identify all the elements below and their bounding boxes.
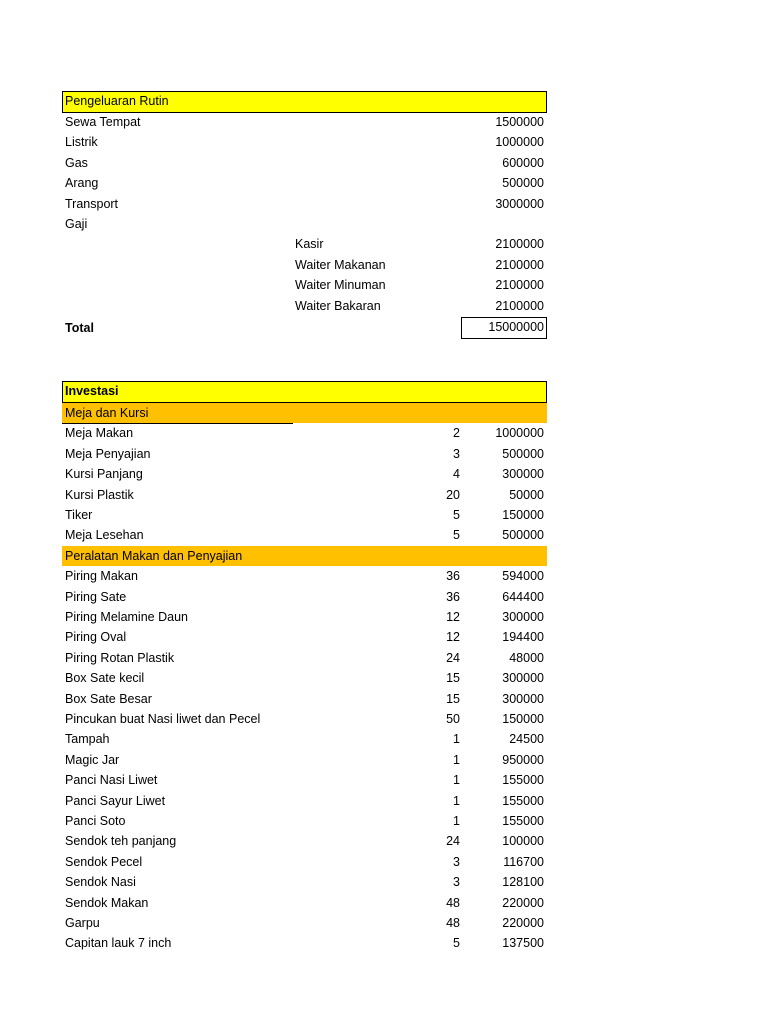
table-row [0, 566, 768, 586]
item-value: 644400 [502, 589, 544, 604]
item-label: Piring Makan [65, 569, 138, 584]
table-row [0, 275, 768, 295]
item-value: 116700 [503, 854, 544, 869]
item-qty: 2 [453, 426, 460, 441]
table-row [0, 689, 768, 709]
table-row [0, 423, 768, 443]
item-value: 500000 [502, 446, 544, 461]
item-label: Kursi Plastik [65, 487, 134, 502]
item-label: Magic Jar [65, 752, 120, 767]
item-value: 3000000 [495, 196, 544, 211]
item-value: 128100 [502, 875, 544, 890]
item-qty: 3 [453, 875, 460, 890]
item-label: Tampah [65, 732, 110, 747]
item-qty: 15 [446, 671, 460, 686]
item-label: Sendok Pecel [65, 854, 143, 869]
item-qty: 36 [446, 569, 460, 584]
table-row [0, 770, 768, 790]
item-value: 220000 [502, 895, 544, 910]
item-value: 2100000 [495, 257, 544, 272]
item-qty: 48 [446, 895, 460, 910]
table-row [0, 607, 768, 627]
item-label: Sendok Nasi [65, 875, 136, 890]
item-sub-label: Waiter Makanan [295, 257, 386, 272]
item-label: Pincukan buat Nasi liwet dan Pecel [65, 712, 261, 726]
item-sub-label: Waiter Bakaran [295, 298, 381, 313]
item-value: 1000000 [495, 135, 544, 150]
item-qty: 12 [446, 610, 460, 624]
table-row [0, 296, 768, 316]
item-value: 1000000 [495, 426, 544, 441]
item-label: Piring Melamine Daun [65, 610, 188, 624]
item-label: Tiker [65, 508, 93, 522]
table-row [0, 587, 768, 607]
total-value-cell: 15000000 [461, 317, 547, 339]
table-row [0, 668, 768, 688]
item-qty: 24 [446, 834, 460, 849]
item-label: Arang [65, 176, 99, 191]
item-value: 150000 [502, 712, 544, 726]
item-qty: 48 [446, 916, 460, 930]
item-value: 220000 [502, 916, 544, 930]
table-row [0, 485, 768, 505]
table-row [0, 933, 768, 953]
item-value: 500000 [502, 176, 544, 191]
table-row [0, 750, 768, 770]
table-row [0, 648, 768, 668]
item-label: Kursi Panjang [65, 467, 143, 482]
item-value: 300000 [502, 691, 544, 706]
item-label: Garpu [65, 916, 100, 930]
item-label: Sewa Tempat [65, 115, 141, 129]
table-row [0, 831, 768, 851]
item-value: 137500 [502, 936, 544, 951]
item-value: 2100000 [495, 278, 544, 293]
item-qty: 50 [446, 712, 460, 726]
cell-border-line [62, 423, 293, 424]
item-qty: 1 [453, 814, 460, 828]
item-label: Piring Sate [65, 589, 127, 604]
table-row [0, 852, 768, 872]
table-row [0, 255, 768, 275]
item-value: 100000 [502, 834, 544, 849]
item-label: Gaji [65, 217, 88, 231]
item-label: Panci Sayur Liwet [65, 793, 166, 808]
item-value: 155000 [502, 773, 544, 788]
item-qty: 1 [453, 732, 460, 747]
item-value: 600000 [502, 155, 544, 170]
item-value: 2100000 [495, 298, 544, 313]
item-value: 155000 [502, 814, 544, 828]
table-row [0, 729, 768, 749]
table-row [0, 505, 768, 525]
item-qty: 3 [453, 446, 460, 461]
item-qty: 1 [453, 773, 460, 788]
table-row [0, 872, 768, 892]
item-label: Box Sate Besar [65, 691, 152, 706]
item-value: 155000 [502, 793, 544, 808]
item-qty: 4 [453, 467, 460, 482]
item-qty: 1 [453, 793, 460, 808]
item-value: 950000 [502, 752, 544, 767]
table-row [0, 112, 768, 132]
item-value: 500000 [502, 528, 544, 543]
item-value: 24500 [509, 732, 544, 747]
table-row [0, 444, 768, 464]
table-row [0, 234, 768, 254]
item-value: 150000 [502, 508, 544, 522]
item-qty: 5 [453, 936, 460, 951]
section-header-pengeluaran-rutin: Pengeluaran Rutin [62, 91, 547, 113]
category-label: Peralatan Makan dan Penyajian [65, 548, 243, 563]
item-value: 2100000 [495, 237, 544, 252]
item-label: Capitan lauk 7 inch [65, 936, 172, 951]
table-row [0, 893, 768, 913]
item-label: Meja Lesehan [65, 528, 144, 543]
item-value: 300000 [502, 610, 544, 624]
total-label: Total [65, 321, 94, 335]
table-row [0, 709, 768, 729]
table-row [0, 132, 768, 152]
item-label: Piring Rotan Plastik [65, 650, 175, 665]
table-row [0, 153, 768, 173]
item-label: Piring Oval [65, 630, 127, 645]
item-qty: 3 [453, 854, 460, 869]
item-qty: 1 [453, 752, 460, 767]
item-label: Box Sate kecil [65, 671, 145, 686]
item-label: Meja Makan [65, 426, 134, 441]
table-row [0, 214, 768, 234]
table-row [0, 173, 768, 193]
table-row [0, 525, 768, 545]
item-label: Listrik [65, 135, 98, 150]
item-qty: 24 [446, 650, 460, 665]
section-header-investasi: Investasi [62, 381, 547, 403]
item-label: Panci Nasi Liwet [65, 773, 158, 788]
table-row [0, 791, 768, 811]
item-qty: 12 [446, 630, 460, 645]
item-value: 594000 [502, 569, 544, 584]
item-value: 1500000 [495, 115, 544, 129]
item-label: Sendok Makan [65, 895, 149, 910]
table-row [0, 811, 768, 831]
table-row [0, 194, 768, 214]
item-qty: 20 [446, 487, 460, 502]
item-value: 194400 [502, 630, 544, 645]
category-row [62, 546, 547, 566]
category-row [62, 403, 547, 423]
item-value: 50000 [509, 487, 544, 502]
item-sub-label: Waiter Minuman [295, 278, 386, 293]
item-value: 300000 [502, 671, 544, 686]
table-row [0, 464, 768, 484]
item-qty: 5 [453, 528, 460, 543]
table-row [0, 627, 768, 647]
item-label: Transport [65, 196, 119, 211]
item-value: 300000 [502, 467, 544, 482]
item-label: Sendok teh panjang [65, 834, 177, 849]
item-label: Panci Soto [65, 814, 126, 828]
category-label: Meja dan Kursi [65, 406, 149, 420]
item-label: Gas [65, 155, 88, 170]
table-row [0, 913, 768, 933]
item-value: 48000 [509, 650, 544, 665]
item-qty: 36 [446, 589, 460, 604]
item-sub-label: Kasir [295, 237, 324, 252]
item-label: Meja Penyajian [65, 446, 151, 461]
item-qty: 15 [446, 691, 460, 706]
item-qty: 5 [453, 508, 460, 522]
